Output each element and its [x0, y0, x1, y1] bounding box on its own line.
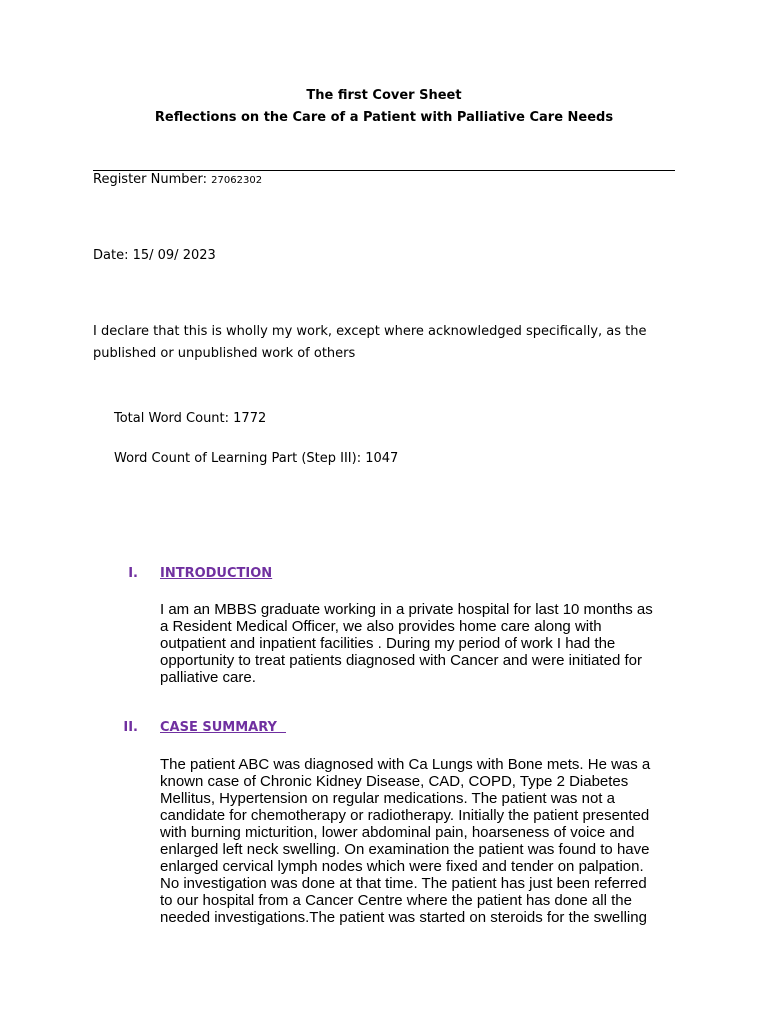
section-numeral-introduction: I.	[128, 566, 138, 581]
learning-word-count: Word Count of Learning Part (Step III): 1047	[114, 451, 399, 466]
register-number-label: Register Number:	[93, 172, 212, 187]
cover-title: The first Cover Sheet	[306, 88, 462, 103]
case-summary-paragraph	[160, 756, 680, 926]
introduction-paragraph	[160, 601, 680, 686]
paragraph-line: The patient ABC was diagnosed with Ca Lungs with Bone mets. He was a	[160, 756, 651, 773]
paragraph-line: needed investigations.The patient was started on steroids for the swelling	[160, 909, 647, 926]
paragraph-line: to our hospital from a Cancer Centre where the patient has done all the	[160, 892, 632, 909]
section-heading-case-summary: CASE SUMMARY	[160, 720, 286, 735]
paragraph-line: Mellitus, Hypertension on regular medications. The patient was not a	[160, 790, 615, 807]
paragraph-line: candidate for chemotherapy or radiotherapy. Initially the patient presented	[160, 807, 650, 824]
paragraph-line: outpatient and inpatient facilities . During my period of work I had the	[160, 635, 616, 652]
paragraph-line: No investigation was done at that time. The patient has just been referred	[160, 875, 647, 892]
paragraph-line: enlarged cervical lymph nodes which were fixed and tender on palpation.	[160, 858, 644, 875]
paragraph-line: I am an MBBS graduate working in a private hospital for last 10 months as	[160, 601, 653, 618]
cover-subtitle: Reflections on the Care of a Patient with Palliative Care Needs	[154, 110, 614, 125]
section-heading-introduction: INTRODUCTION	[160, 566, 273, 581]
paragraph-line: enlarged left neck swelling. On examination the patient was found to have	[160, 841, 650, 858]
paragraph-line: with burning micturition, lower abdominal pain, hoarseness of voice and	[160, 824, 635, 841]
paragraph-line: known case of Chronic Kidney Disease, CAD, COPD, Type 2 Diabetes	[160, 773, 629, 790]
total-word-count: Total Word Count: 1772	[114, 411, 267, 426]
paragraph-line: a Resident Medical Officer, we also provides home care along with	[160, 618, 602, 635]
paragraph-line: palliative care.	[160, 669, 256, 686]
register-number-line	[93, 171, 262, 190]
section-numeral-case-summary: II.	[123, 720, 138, 735]
register-number-value: 27062302	[211, 175, 263, 186]
paragraph-line: opportunity to treat patients diagnosed with Cancer and were initiated for	[160, 652, 642, 669]
declaration-text: I declare that this is wholly my work, except where acknowledged specifically, as the published or unpublished work of others	[93, 324, 647, 361]
date-line: Date: 15/ 09/ 2023	[93, 248, 216, 263]
